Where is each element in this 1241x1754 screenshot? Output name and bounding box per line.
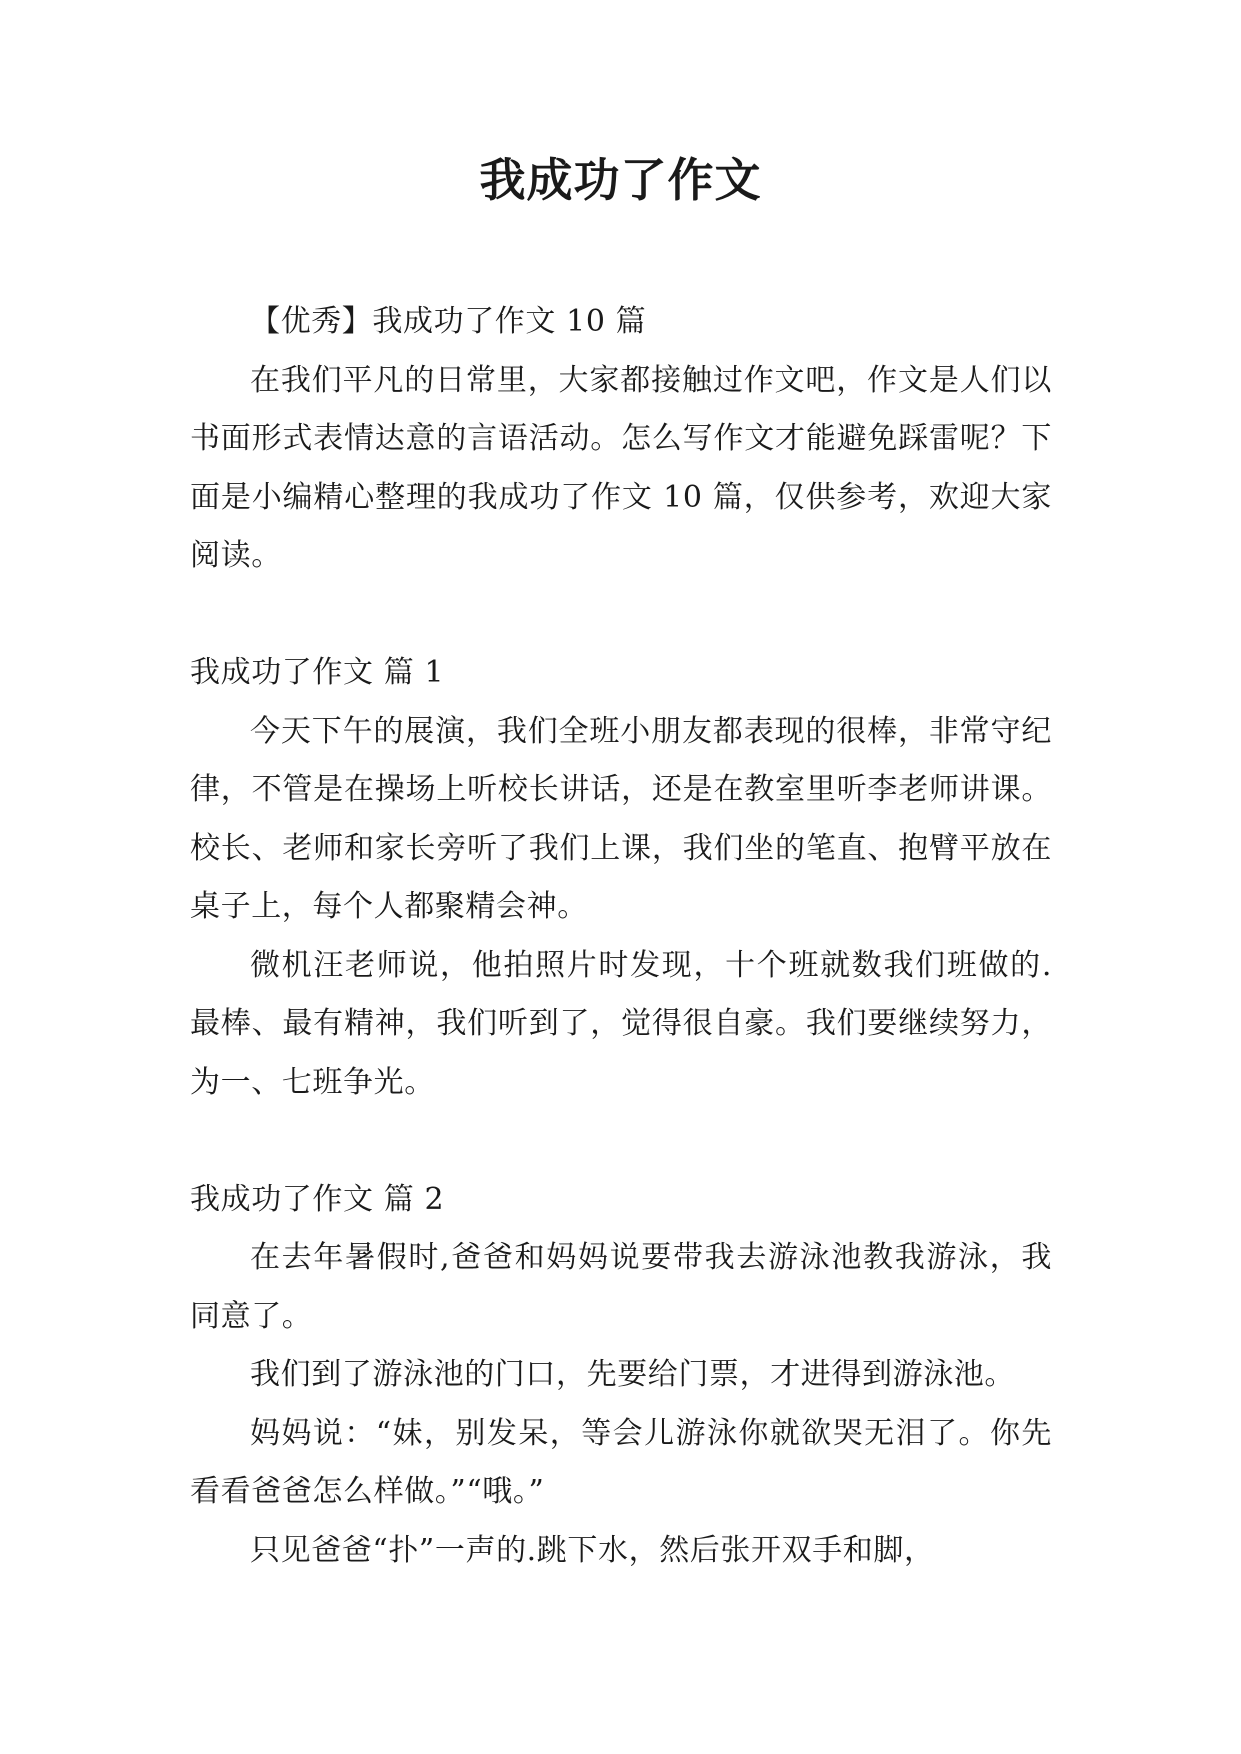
section-heading-2: 我成功了作文 篇 2: [190, 1181, 445, 1217]
document-body: [190, 293, 1052, 1580]
section-2-paragraph-4: 只见爸爸“扑”一声的.跳下水，然后张开双手和脚，: [250, 1532, 935, 1568]
section-1-paragraph-2: 微机汪老师说，他拍照片时发现，十个班就数我们班做的.最棒、最有精神，我们听到了，觉得很自豪。我们要继续努力，为一、七班争光。: [190, 947, 1052, 1100]
section-2-paragraph-1: 在去年暑假时,爸爸和妈妈说要带我去游泳池教我游泳，我同意了。: [190, 1240, 1052, 1334]
section-heading-1: 我成功了作文 篇 1: [190, 655, 445, 690]
intro-paragraph: 在我们平凡的日常里，大家都接触过作文吧，作文是人们以书面形式表情达意的言语活动。怎么写作文才能避免踩雷呢？下面是小编精心整理的我成功了作文 10 篇，仅供参考，欢迎大家阅读。: [190, 362, 1052, 573]
section-2-paragraph-2: 我们到了游泳池的门口，先要给门票，才进得到游泳池。: [250, 1357, 1015, 1392]
section-spacer: [190, 586, 1052, 645]
section-2-paragraph-3: 妈妈说：“妹，别发呆，等会儿游泳你就欲哭无泪了。你先看看爸爸怎么样做。”“哦。”: [190, 1415, 1052, 1509]
document-title: 我成功了作文: [479, 153, 762, 207]
section-1-paragraph-1: 今天下午的展演，我们全班小朋友都表现的很棒，非常守纪律，不管是在操场上听校长讲话，还是在教室里听李老师讲课。校长、老师和家长旁听了我们上课，我们坐的笔直、抱臂平放在桌子上，每个人都聚精会神。: [190, 713, 1052, 924]
intro-heading: 【优秀】我成功了作文 10 篇: [250, 304, 647, 339]
section-spacer: [190, 1112, 1052, 1171]
